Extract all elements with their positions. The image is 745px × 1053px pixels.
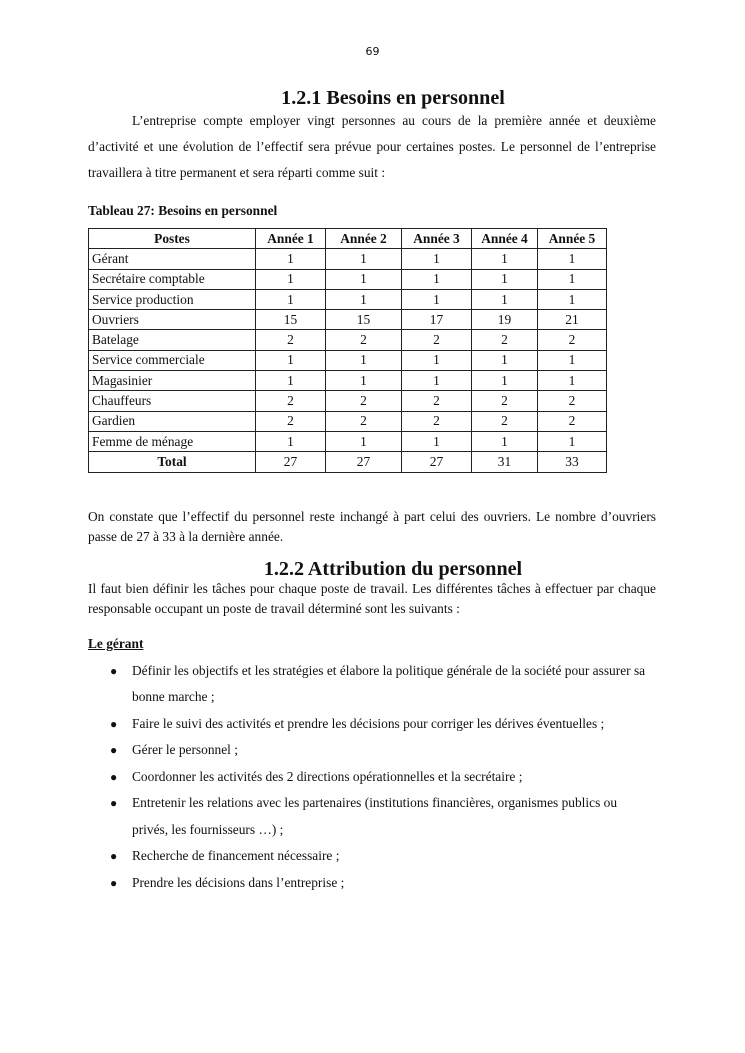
table-row [89, 269, 607, 289]
table-cell: 2 [538, 391, 607, 411]
header-annee-1: Année 1 [256, 229, 326, 249]
task-text: Prendre les décisions dans l’entreprise ; [132, 874, 345, 890]
table-total-row [89, 452, 607, 472]
staff-table [88, 228, 607, 473]
table-row [89, 371, 607, 391]
task-text: Définir les objectifs et les stratégies et élabore la politique générale de la société pour assurer sa bonne marche ; [132, 662, 646, 705]
row-label: Magasinier [89, 371, 256, 391]
table-cell: 2 [326, 391, 402, 411]
table-cell: 2 [326, 330, 402, 350]
table-cell: 2 [538, 411, 607, 431]
table-cell: 1 [472, 431, 538, 451]
row-label: Secrétaire comptable [89, 269, 256, 289]
table-cell: 1 [538, 269, 607, 289]
row-label: Gardien [89, 411, 256, 431]
table-row [89, 310, 607, 330]
task-text: Recherche de financement nécessaire ; [132, 848, 340, 864]
table-cell: 2 [538, 330, 607, 350]
table-cell: 1 [538, 289, 607, 309]
task-text: Coordonner les activités des 2 directions opérationnelles et la secrétaire ; [132, 768, 523, 784]
table-cell: 2 [472, 330, 538, 350]
table-cell: 1 [538, 350, 607, 370]
table-row [89, 411, 607, 431]
list-item [88, 870, 656, 897]
total-cell: 31 [472, 452, 538, 472]
table-cell: 1 [256, 269, 326, 289]
table-header-row [89, 229, 607, 249]
list-item [88, 843, 656, 870]
table-row [89, 431, 607, 451]
row-label: Service commerciale [89, 350, 256, 370]
total-cell: 27 [402, 452, 472, 472]
table-row [89, 249, 607, 269]
task-text: Entretenir les relations avec les partenaires (institutions financières, organismes publics ou privés, les fournisseurs …) ; [132, 795, 618, 837]
total-cell: 27 [256, 452, 326, 472]
table-cell: 1 [402, 269, 472, 289]
table-cell: 15 [256, 310, 326, 330]
table-cell: 2 [402, 330, 472, 350]
table-cell: 1 [538, 371, 607, 391]
task-text: Faire le suivi des activités et prendre les décisions pour corriger les dérives éventuelles ; [132, 715, 605, 731]
table-cell: 1 [538, 431, 607, 451]
bullet-icon: ● [110, 875, 118, 890]
list-item [88, 764, 656, 791]
table-row [89, 330, 607, 350]
document-body [88, 88, 656, 896]
table-cell: 1 [326, 269, 402, 289]
section-heading-besoins: 1.2.1 Besoins en personnel [281, 87, 505, 109]
gerant-heading: Le gérant [88, 635, 144, 651]
table-cell: 15 [326, 310, 402, 330]
header-postes: Postes [89, 229, 256, 249]
table-cell: 1 [326, 431, 402, 451]
table-cell: 2 [402, 411, 472, 431]
table-cell: 1 [256, 350, 326, 370]
bullet-icon: ● [110, 716, 118, 731]
table-cell: 1 [326, 371, 402, 391]
table-cell: 1 [472, 371, 538, 391]
table-cell: 17 [402, 310, 472, 330]
table-cell: 19 [472, 310, 538, 330]
table-row [89, 350, 607, 370]
total-cell: 27 [326, 452, 402, 472]
header-annee-5: Année 5 [538, 229, 607, 249]
bullet-icon: ● [110, 769, 118, 784]
row-label: Chauffeurs [89, 391, 256, 411]
table-row [89, 289, 607, 309]
table-cell: 1 [402, 350, 472, 370]
table-cell: 2 [472, 411, 538, 431]
row-label: Ouvriers [89, 310, 256, 330]
table-caption: Tableau 27: Besoins en personnel [88, 203, 278, 218]
bullet-icon: ● [110, 849, 118, 864]
table-cell: 2 [402, 391, 472, 411]
table-cell: 2 [472, 391, 538, 411]
bullet-icon: ● [110, 743, 118, 758]
gerant-task-list [88, 658, 656, 897]
bullet-icon: ● [110, 796, 118, 811]
row-label: Service production [89, 289, 256, 309]
table-cell: 1 [402, 289, 472, 309]
table-cell: 21 [538, 310, 607, 330]
list-item [88, 711, 656, 738]
observation-paragraph: On constate que l’effectif du personnel reste inchangé à part celui des ouvriers. Le nombre d’ouvriers passe de 27 à 33 à la dernière année. [88, 508, 656, 544]
header-annee-3: Année 3 [402, 229, 472, 249]
table-cell: 2 [256, 411, 326, 431]
table-cell: 1 [256, 289, 326, 309]
table-cell: 1 [402, 371, 472, 391]
row-label: Femme de ménage [89, 431, 256, 451]
section-heading-attribution: 1.2.2 Attribution du personnel [263, 557, 523, 580]
table-cell: 1 [472, 289, 538, 309]
table-cell: 1 [326, 249, 402, 269]
table-cell: 1 [326, 289, 402, 309]
table-cell: 1 [402, 249, 472, 269]
task-text: Gérer le personnel ; [132, 742, 238, 758]
table-cell: 1 [402, 431, 472, 451]
table-cell: 1 [256, 249, 326, 269]
total-cell: 33 [538, 452, 607, 472]
row-label: Gérant [89, 249, 256, 269]
total-label: Total [89, 452, 256, 472]
table-cell: 1 [538, 249, 607, 269]
row-label: Batelage [89, 330, 256, 350]
list-item [88, 658, 656, 711]
table-cell: 1 [472, 269, 538, 289]
table-cell: 1 [326, 350, 402, 370]
intro-paragraph: L’entreprise compte employer vingt personnes au cours de la première année et deuxième d’activité et une évolution de l’effectif sera prévue pour certaines postes. Le personnel de l’entreprise travaillera à titre permanent et sera réparti comme suit : [88, 113, 656, 180]
header-annee-2: Année 2 [326, 229, 402, 249]
page-number: 69 [365, 45, 380, 58]
header-annee-4: Année 4 [472, 229, 538, 249]
table-row [89, 391, 607, 411]
bullet-icon: ● [110, 663, 118, 678]
table-cell: 2 [256, 330, 326, 350]
list-item [88, 737, 656, 764]
table-cell: 1 [472, 249, 538, 269]
table-cell: 1 [472, 350, 538, 370]
table-cell: 2 [256, 391, 326, 411]
table-cell: 1 [256, 431, 326, 451]
table-cell: 1 [256, 371, 326, 391]
attribution-paragraph: Il faut bien définir les tâches pour chaque poste de travail. Les différentes tâches à effectuer par chaque responsable occupant un poste de travail déterminé sont les suivants : [88, 580, 656, 616]
list-item [88, 790, 656, 843]
table-cell: 2 [326, 411, 402, 431]
